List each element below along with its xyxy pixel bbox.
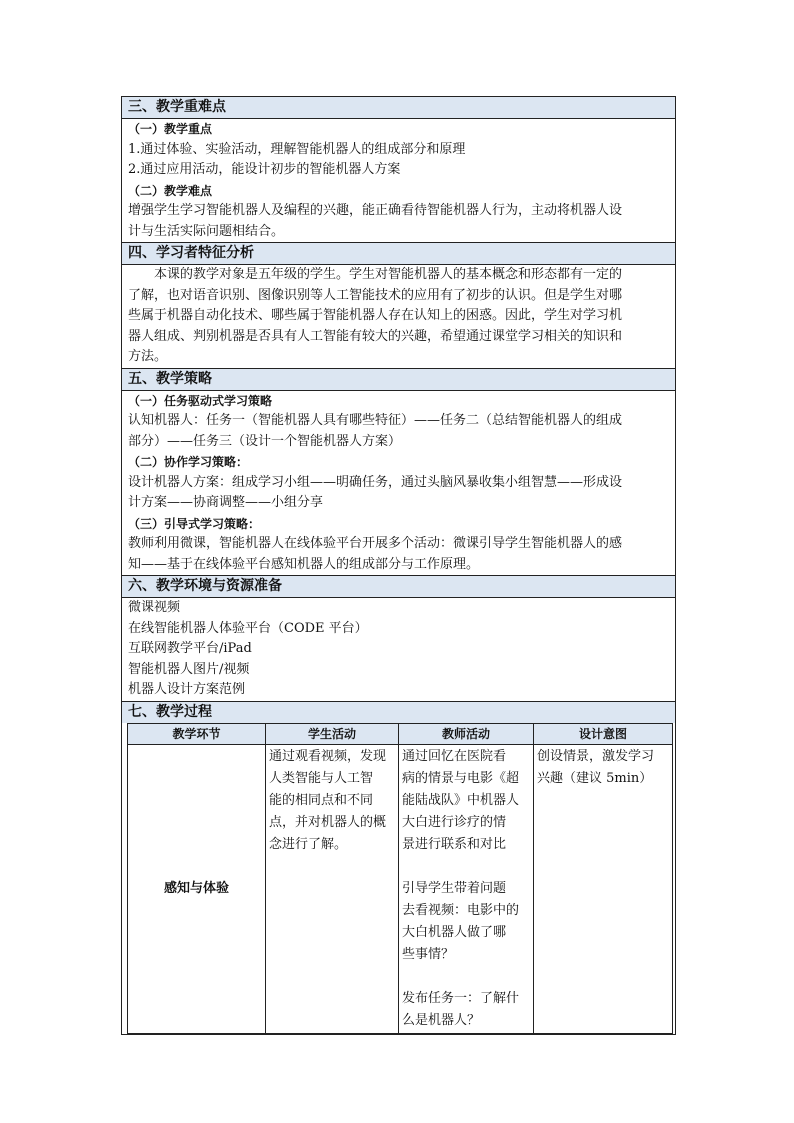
section-4-body [122,265,675,369]
teacher-activity-line: 发布任务一：了解什 [402,990,520,1006]
student-activity-cell [266,744,399,1033]
section-5-body [122,391,675,577]
teacher-activity-line: 么是机器人？ [402,1012,481,1028]
section-5-subtitle-3: （三）引导式学习策略： [128,516,261,531]
section-4-title: 四、学习者特征分析 [122,243,675,265]
teacher-activity-line: 病的情景与电影《超 [402,770,520,786]
column-header-intent: 设计意图 [534,723,673,744]
section-6-title: 六、教学环境与资源准备 [122,576,675,598]
lesson-plan-document [121,96,676,1035]
design-intent-line: 兴趣（建议 5min） [537,770,653,786]
section-5-subtitle-2: （二）协作学习策略： [128,455,249,469]
column-header-student: 学生活动 [266,723,399,744]
section-3-line-2: 2.通过应用活动，能设计初步的智能机器人方案 [128,162,401,177]
teacher-activity-line: 大白机器人做了哪 [402,924,507,940]
teacher-activity-line: 景进行联系和对比 [402,836,507,852]
resource-item: 智能机器人图片/视频 [128,661,250,677]
teacher-activity-line: 大白进行诊疗的情 [402,814,507,830]
column-header-stage: 教学环节 [128,723,266,744]
student-activity-line: 人类智能与人工智 [269,770,374,786]
section-5-line-5: 教师利用微课，智能机器人在线体验平台开展多个活动：微课引导学生智能机器人的感 [128,536,623,551]
section-5-line-3: 设计机器人方案：组成学习小组——明确任务，通过头脑风暴收集小组智慧——形成设 [128,474,623,490]
stage-cell: 感知与体验 [128,744,266,1033]
section-4-line-4: 器人组成、判别机器是否具有人工智能有较大的兴趣，希望通过课堂学习相关的知识和 [128,328,623,344]
section-6-body [122,598,675,702]
student-activity-line: 点，并对机器人的概 [269,814,387,830]
section-4-line-5: 方法。 [128,349,168,364]
resource-item: 机器人设计方案范例 [128,682,246,697]
section-7-title: 七、教学过程 [122,702,675,723]
resource-item: 在线智能机器人体验平台（CODE 平台） [128,620,368,636]
resource-item: 互联网教学平台/iPad [128,641,252,656]
teacher-activity-line: 通过回忆在医院看 [402,748,507,764]
process-table-header-row [128,723,673,744]
section-5-line-6: 知——基于在线体验平台感知机器人的组成部分与工作原理。 [128,556,480,572]
teacher-activity-cell [399,744,534,1033]
teacher-activity-line: 些事情？ [402,946,455,962]
section-5-subtitle-1: （一）任务驱动式学习策略 [128,393,273,408]
section-4-line-2: 了解，也对语音识别、图像识别等人工智能技术的应用有了初步的认识。但是学生对哪 [128,287,623,303]
student-activity-line: 通过观看视频，发现 [269,748,387,764]
process-table [127,723,673,1034]
section-5-title: 五、教学策略 [122,369,675,391]
section-3-title: 三、教学重难点 [122,97,675,119]
section-4-line-1: 本课的教学对象是五年级的学生。学生对智能机器人的基本概念和形态都有一定的 [154,267,623,282]
resource-item: 微课视频 [128,600,181,615]
section-4-line-3: 些属于机器自动化技术、哪些属于智能机器人存在认知上的困惑。因此，学生对学习机 [128,308,623,323]
student-activity-line: 能的相同点和不同 [269,792,374,808]
teacher-activity-line: 能陆战队》中机器人 [402,792,520,808]
teacher-activity-line: 引导学生带着问题 [402,880,507,896]
section-3-body [122,119,675,243]
section-3-line-4: 计与生活实际问题相结合。 [128,223,285,239]
section-5-line-2: 部分）——任务三（设计一个智能机器人方案） [128,433,402,449]
section-3-line-3: 增强学生学习智能机器人及编程的兴趣，能正确看待智能机器人行为，主动将机器人设 [128,203,623,218]
section-3-line-1: 1.通过体验、实验活动，理解智能机器人的组成部分和原理 [128,141,466,157]
section-3-subtitle-1: （一）教学重点 [128,122,213,136]
section-5-line-1: 认知机器人：任务一（智能机器人具有哪些特征）——任务二（总结智能机器人的组成 [128,413,623,428]
column-header-teacher: 教师活动 [399,723,534,744]
student-activity-line: 念进行了解。 [269,836,348,852]
table-row [128,744,673,1033]
design-intent-line: 创设情景，激发学习 [537,748,655,764]
section-3-subtitle-2: （二）教学难点 [128,183,213,198]
design-intent-cell [534,744,673,1033]
teacher-activity-line: 去看视频：电影中的 [402,902,520,918]
section-7-body [122,723,675,1034]
section-5-line-4: 计方案——协商调整——小组分享 [128,495,324,510]
